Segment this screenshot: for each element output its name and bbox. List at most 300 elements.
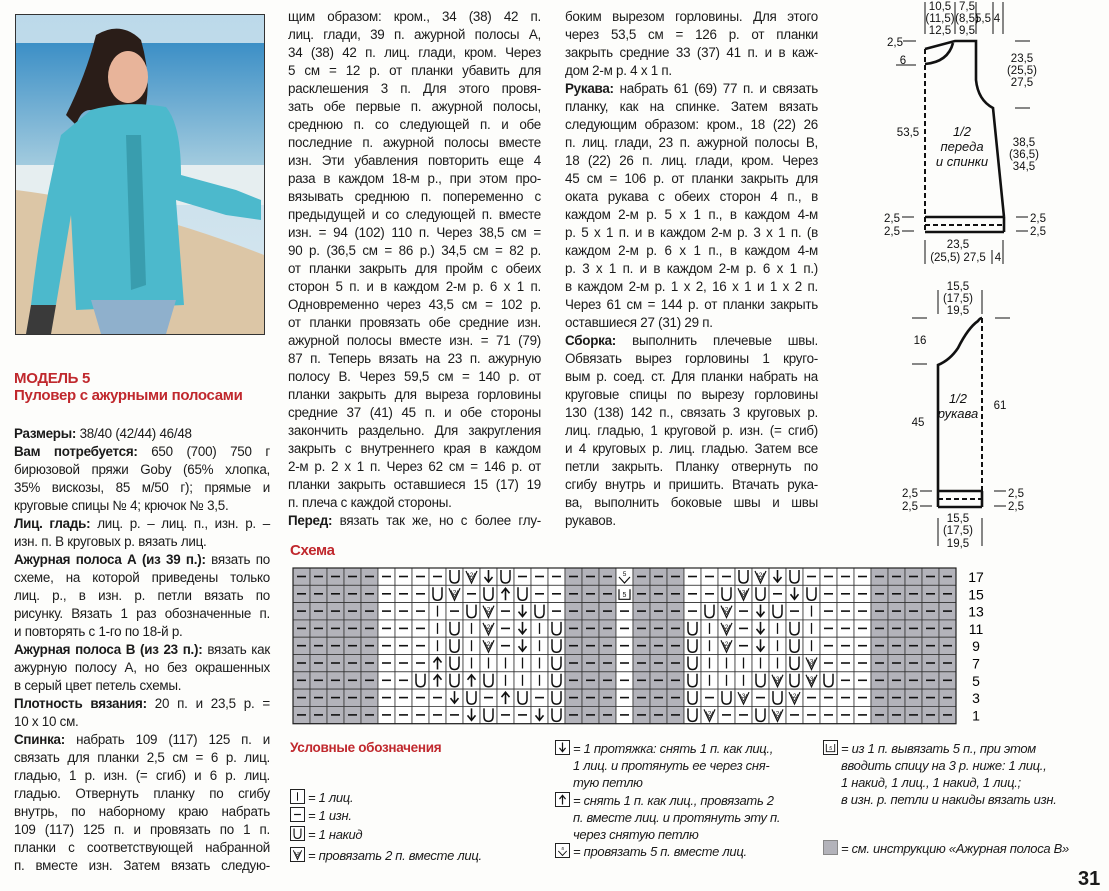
chart-cell (786, 689, 803, 706)
chart-cell (752, 620, 769, 637)
five-from-one-icon (823, 740, 838, 755)
chart-cell (939, 706, 956, 723)
chart-cell (412, 672, 429, 689)
chart-cell (378, 620, 395, 637)
chart-cell (735, 655, 752, 672)
text-line: р. 3 х 1 п. и в каждом 2-м р. 6 х 1 п.) (565, 261, 818, 276)
legend-item (290, 807, 352, 824)
chart-cell (531, 637, 548, 654)
chart-cell (803, 637, 820, 654)
chart-cell (820, 706, 837, 723)
text-line: закрыть средние 33 (37) 41 п. и в каж- (565, 45, 818, 60)
chart-cell (582, 672, 599, 689)
chart-cell (463, 655, 480, 672)
chart-cell (888, 620, 905, 637)
chart-cell (565, 706, 582, 723)
chart-cell (922, 585, 939, 602)
chart-cell (769, 585, 786, 602)
text-line: ва, выполнить боковые швы и швы (565, 495, 818, 510)
chart-cell (599, 655, 616, 672)
chart-cell (786, 637, 803, 654)
chart-cell (939, 655, 956, 672)
chart-cell (905, 655, 922, 672)
chart-cell (735, 603, 752, 620)
svg-text:2: 2 (452, 589, 457, 597)
sleeve-label-2: рукава (937, 406, 979, 421)
dim-small-1: 5,5 (975, 13, 991, 25)
legend-text: = см. инструкцию «Ажурная полоса В» (841, 841, 1069, 856)
text-line: предыдущей и со следующей п. вместе (288, 207, 541, 222)
chart-cell (361, 689, 378, 706)
chart-cell (378, 689, 395, 706)
chart-cell (871, 568, 888, 585)
chart-cell (667, 620, 684, 637)
text-column-middle (288, 8, 541, 530)
chart-cell (293, 637, 310, 654)
chart-cell (395, 655, 412, 672)
dim-top-width: 10,5 (928, 1, 952, 13)
row-number: 17 (968, 569, 984, 585)
chart-cell (378, 637, 395, 654)
dim-sleeve-top: 15,5 (946, 281, 970, 293)
chart-cell (565, 655, 582, 672)
chart-cell (718, 568, 735, 585)
chart-cell (684, 706, 701, 723)
text-line: Сборка: выполнить плечевые швы. (565, 333, 818, 348)
chart-cell (395, 620, 412, 637)
svg-text:2: 2 (792, 693, 797, 701)
model-number: МОДЕЛЬ 5 (14, 370, 91, 387)
chart-cell (803, 568, 820, 585)
text-line: 10 х 10 см. (14, 714, 79, 729)
chart-cell (718, 585, 735, 602)
text-line: Ажурная полоса А (из 39 п.): вязать по (14, 552, 270, 567)
chart-cell (480, 603, 497, 620)
dim-neck-front: 6 (899, 55, 907, 67)
chart-cell (344, 689, 361, 706)
chart-cell (599, 672, 616, 689)
chart-cell (922, 637, 939, 654)
chart-cell (378, 585, 395, 602)
chart-cell (395, 585, 412, 602)
sleeve-label: 1/2 (948, 391, 968, 406)
legend-item (290, 826, 362, 843)
chart-cell (378, 568, 395, 585)
chart-cell (412, 585, 429, 602)
chart-cell (650, 568, 667, 585)
chart-cell (803, 689, 820, 706)
dim-height: 53,5 (896, 127, 920, 139)
dim-bottom-2: (25,5) 27,5 (930, 252, 986, 264)
chart-cell (837, 585, 854, 602)
chart-cell (752, 568, 769, 585)
chart-cell (327, 568, 344, 585)
chart-cell (667, 672, 684, 689)
chart-cell (650, 637, 667, 654)
chart-cell (684, 603, 701, 620)
paragraph (14, 641, 270, 695)
chart-cell (327, 603, 344, 620)
svg-text:5: 5 (622, 591, 627, 599)
chart-cell (480, 706, 497, 723)
chart-cell (599, 568, 616, 585)
chart-cell (888, 672, 905, 689)
chart-cell (667, 603, 684, 620)
text-line: 109 (117) 125 п. и провязать по 1 п. (14, 822, 270, 837)
chart-cell (684, 620, 701, 637)
chart-cell (463, 620, 480, 637)
chart-cell (922, 568, 939, 585)
chart-cell (633, 568, 650, 585)
chart-cell (701, 706, 718, 723)
text-line: изн. Эти убавления повторить еще 4 (288, 153, 541, 168)
chart-cell (395, 689, 412, 706)
row-number: 9 (972, 638, 980, 655)
chart-cell (395, 706, 412, 723)
chart-cell (293, 706, 310, 723)
text-line: Одновременно через 43,5 см = 102 р. (288, 297, 541, 312)
chart-cell (803, 603, 820, 620)
chart-cell (701, 585, 718, 602)
yarn-over-icon (290, 826, 305, 841)
chart-cell (939, 689, 956, 706)
dim-band-right-2: 2,5 (1030, 226, 1046, 238)
text-line: 5 см = 12 р. от планки убавить для (288, 63, 541, 78)
text-line: петли закрыть. Планку отвернуть по (565, 459, 818, 474)
chart-cell (718, 706, 735, 723)
chart-cell (344, 655, 361, 672)
dim-sleeve-bottom: 15,5 (946, 513, 970, 525)
chart-cell (837, 689, 854, 706)
text-line: круговые спицы по вырезу горловины (565, 387, 818, 402)
chart-cell (361, 672, 378, 689)
chart-cell (480, 637, 497, 654)
paragraph-label: Ажурная полоса А (из 39 п.): (14, 552, 206, 567)
chart-cell (599, 585, 616, 602)
text-line: планку, как на спинке. Затем вязать (565, 99, 818, 114)
chart-cell (361, 585, 378, 602)
chart-cell (293, 689, 310, 706)
chart-cell (548, 603, 565, 620)
legend-text: = провязать 5 п. вместе лиц. (573, 844, 747, 859)
chart-cell (633, 637, 650, 654)
knit-icon (290, 789, 305, 804)
chart-cell (854, 655, 871, 672)
text-line: Вам потребуется: 650 (700) 750 г (14, 444, 270, 459)
text-line: круговые спицы № 4; крючок № 3,5. (14, 498, 229, 513)
chart-cell (854, 672, 871, 689)
chart-cell (310, 655, 327, 672)
text-line: последние п. ажурной полосы вместе (288, 135, 541, 150)
chart-cell (616, 637, 633, 654)
chart-cell (395, 603, 412, 620)
chart-cell (497, 637, 514, 654)
chart-cell (769, 620, 786, 637)
chart-cell (667, 689, 684, 706)
chart-cell (718, 603, 735, 620)
chart-cell (905, 620, 922, 637)
chart-cell (820, 620, 837, 637)
chart-cell (582, 620, 599, 637)
dim-side-3: 34,5 (1012, 161, 1036, 173)
paragraph (14, 515, 270, 551)
chart-cell (599, 706, 616, 723)
page-number: 31 (1078, 868, 1101, 890)
text-line: 90 р. (36,5 см = 86 р.) 34,5 см = 82 р. (288, 243, 541, 258)
paragraph-label: Перед: (288, 513, 333, 528)
row-number: 5 (972, 672, 980, 689)
paragraph (14, 425, 270, 443)
chart-cell (599, 689, 616, 706)
chart-cell (735, 637, 752, 654)
svg-text:2: 2 (486, 641, 491, 649)
chart-cell (769, 689, 786, 706)
chart-cell (939, 672, 956, 689)
chart-cell (565, 672, 582, 689)
chart-cell (718, 689, 735, 706)
text-line: Размеры: 38/40 (42/44) 46/48 (14, 426, 192, 441)
chart-cell (327, 672, 344, 689)
chart-cell (616, 672, 633, 689)
chart-cell (684, 672, 701, 689)
chart-cell (701, 672, 718, 689)
chart-cell (786, 672, 803, 689)
text-line: дом 2-м р. 4 х 1 п. (565, 63, 672, 78)
chart-cell (718, 620, 735, 637)
chart-cell (837, 603, 854, 620)
chart-cell (531, 620, 548, 637)
chart-cell (582, 637, 599, 654)
text-line: зать обе первые п. ажурной полосы, (288, 99, 541, 114)
chart-cell (310, 603, 327, 620)
dim-side-2: (36,5) (1008, 149, 1040, 161)
chart-cell (531, 585, 548, 602)
chart-cell (310, 585, 327, 602)
text-line: оставшиеся 27 (31) 29 п. (565, 315, 713, 330)
chart-cell (871, 689, 888, 706)
chart-cell (650, 585, 667, 602)
row-number: 13 (968, 603, 984, 620)
chart-cell (837, 672, 854, 689)
chart-cell (616, 603, 633, 620)
chart-cell (803, 655, 820, 672)
paragraph-label: Спинка: (14, 732, 65, 747)
chart-cell (497, 620, 514, 637)
legend-item (290, 789, 353, 806)
chart-cell (565, 620, 582, 637)
chart-cell (939, 620, 956, 637)
piece-label-3: и спинки (935, 154, 989, 169)
chart-cell (667, 655, 684, 672)
chart-cell (803, 620, 820, 637)
chart-cell (361, 655, 378, 672)
text-line: и 4 круговых р. лиц. гладью. Затем все (565, 441, 818, 456)
text-line: 34 (38) 42 п. лиц. глади, кром. Через (288, 45, 541, 60)
chart-cell (888, 706, 905, 723)
svg-text:2: 2 (775, 710, 780, 718)
dim-sleeve-band-right-2: 2,5 (1008, 501, 1024, 513)
text-line: 18 (22) 26 п. лиц. глади, кром. Через (565, 153, 818, 168)
chart-cell (701, 568, 718, 585)
text-line: п. лиц. глади, 23 п. ажурной полосы В, (565, 135, 818, 150)
dim-band-left: 2,5 (884, 213, 900, 225)
chart-cell (378, 655, 395, 672)
row-number: 15 (968, 586, 984, 603)
chart-cell (650, 603, 667, 620)
legend-item (555, 843, 747, 860)
chart-cell (616, 689, 633, 706)
gray-cell-icon (823, 840, 838, 855)
chart-cell (820, 585, 837, 602)
paragraph (565, 332, 818, 530)
chart-cell (650, 620, 667, 637)
chart-cell (429, 603, 446, 620)
chart-cell (531, 689, 548, 706)
chart-cell (514, 655, 531, 672)
text-line: планки закрыть для выреза горловины (288, 387, 541, 402)
legend-item (555, 740, 773, 791)
dim-neck-back: 2,5 (887, 37, 903, 49)
chart-cell (888, 637, 905, 654)
text-line: и повторять с 1-го по 18-й р. (14, 624, 183, 639)
chart-cell (548, 689, 565, 706)
chart-cell (769, 706, 786, 723)
dim-neck: 7,5 (959, 1, 975, 13)
chart-cell (905, 603, 922, 620)
k2tog-icon (290, 847, 305, 862)
chart-cell (327, 620, 344, 637)
text-line: Через 61 см = 144 р. от планки закрыть (565, 297, 818, 312)
chart-cell (616, 568, 633, 585)
chart-cell (820, 568, 837, 585)
chart-cell (905, 706, 922, 723)
chart-cell (293, 672, 310, 689)
legend-text: 1 лиц. и протянуть ее через сня- (573, 758, 770, 773)
chart-cell (378, 603, 395, 620)
chart-cell (905, 568, 922, 585)
paragraph-label: Плотность вязания: (14, 696, 147, 711)
text-line: в серый цвет петель схемы. (14, 678, 182, 693)
chart-cell (293, 655, 310, 672)
text-line: 35% вискозы, 85 м/50 г); прямые и (14, 480, 270, 495)
chart-cell (650, 672, 667, 689)
chart-cell (667, 706, 684, 723)
chart-cell (327, 706, 344, 723)
dim-bottom: 23,5 (946, 239, 970, 251)
chart-cell (599, 637, 616, 654)
chart-cell (871, 603, 888, 620)
chart-cell (718, 637, 735, 654)
chart-cell (429, 689, 446, 706)
text-line: Ажурная полоса В (из 23 п.): вязать как (14, 642, 270, 657)
chart-cell (769, 637, 786, 654)
chart-cell (463, 603, 480, 620)
text-line: ажурной полосы вместе изн. = 71 (79) (288, 333, 541, 348)
chart-cell (412, 603, 429, 620)
chart-cell (565, 568, 582, 585)
chart-cell (429, 672, 446, 689)
text-line: в каждом 2-м р. 1 х 2, 16 х 1 и 1 х 2 п. (565, 279, 818, 294)
paragraph-label: Лиц. гладь: (14, 516, 91, 531)
chart-cell (922, 603, 939, 620)
chart-cell (429, 706, 446, 723)
chart-cell (854, 585, 871, 602)
chart-cell (548, 568, 565, 585)
chart-cell (446, 672, 463, 689)
chart-cell (446, 603, 463, 620)
paragraph-label: Сборка: (565, 333, 616, 348)
paragraph-label: Ажурная полоса В (из 23 п.): (14, 642, 203, 657)
chart-cell (446, 689, 463, 706)
text-line: рисунку. Вязать 1 раз обозначенные п. (14, 606, 270, 621)
text-line: планки с соответствующей набранной (14, 840, 270, 855)
chart-cell (701, 637, 718, 654)
dim-side: 38,5 (1012, 137, 1036, 149)
dim-sleeve-band-left-2: 2,5 (902, 501, 918, 513)
chart-cell (463, 637, 480, 654)
chart-cell (497, 603, 514, 620)
chart-cell (463, 585, 480, 602)
dim-sleeve-bottom-3: 19,5 (946, 538, 970, 550)
sk2p-icon (555, 792, 570, 807)
chart-cell (735, 585, 752, 602)
chart-cell (310, 620, 327, 637)
chart-cell (514, 706, 531, 723)
text-line: Рукава: набрать 61 (69) 77 п. и связать (565, 81, 818, 96)
text-line: 45 см = 106 р. от планки закрыть для (565, 171, 818, 186)
text-line: средние 37 (41) 45 п. и обе стороны (288, 405, 541, 420)
text-line: среднюю п. со следующей п. и обе (288, 117, 541, 132)
text-line: полосу В. Через 59,5 см = 140 р. от (288, 369, 541, 384)
text-line: оката рукава с обеих сторон 4 п., в (565, 189, 818, 204)
chart-cell (786, 603, 803, 620)
chart-cell (786, 706, 803, 723)
chart-cell (463, 706, 480, 723)
dim-band-right: 2,5 (1030, 213, 1046, 225)
text-line: схеме, на которой приведены только (14, 570, 270, 585)
chart-cell (650, 689, 667, 706)
dim-sleeve-band-right: 2,5 (1008, 488, 1024, 500)
chart-cell (633, 672, 650, 689)
chart-cell (344, 672, 361, 689)
dim-bottom-extra: 4 (994, 252, 1002, 264)
svg-text:3: 3 (741, 589, 746, 597)
chart-cell (939, 585, 956, 602)
chart-cell (480, 672, 497, 689)
chart-cell (684, 568, 701, 585)
chart-cell (480, 655, 497, 672)
text-line: лиц. р., в изн. р. петли вязать по (14, 588, 270, 603)
chart-cell (752, 585, 769, 602)
text-line: планки закрыть оставшиеся 15 (17) 19 (288, 477, 541, 492)
legend-text: = 1 изн. (308, 808, 352, 823)
chart-cell (599, 603, 616, 620)
text-line: изн. = 94 (102) 110 п. Через 38,5 см = (288, 225, 541, 240)
chart-cell (293, 620, 310, 637)
chart-cell (735, 689, 752, 706)
chart-cell (803, 585, 820, 602)
chart-cell (735, 672, 752, 689)
legend-text: = 1 протяжка: снять 1 п. как лиц., (573, 741, 774, 756)
chart-cell (786, 585, 803, 602)
text-line: следующим образом: кром., 18 (22) 26 (565, 117, 818, 132)
chart-cell (786, 620, 803, 637)
chart-cell (684, 655, 701, 672)
body-schematic (870, 0, 1060, 270)
chart-cell (565, 585, 582, 602)
chart-cell (429, 637, 446, 654)
chart-cell (854, 637, 871, 654)
